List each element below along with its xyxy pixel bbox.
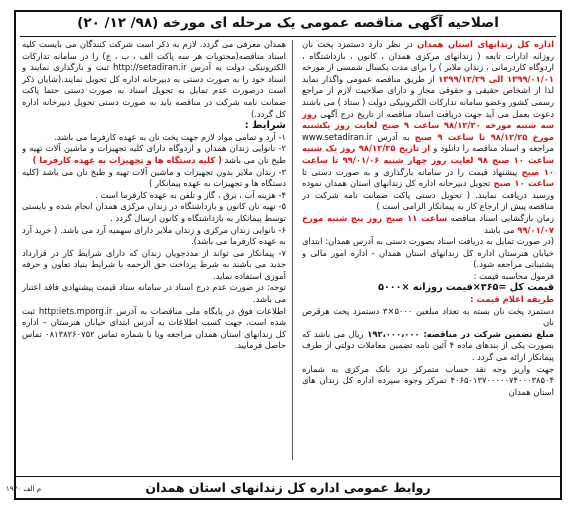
condition-7: ۷- پیمانکار می تواند از مددجویان زندان که دارای شرایط کار در قرارداد جدید می باشند به شرط پرداخت حق الزحمه با شرایط بنیاد تعاون و حرفه آموزی استفاده نماید. — [22, 247, 286, 281]
guarantee-tail: ریال می باشد که بصورت یکی از بندهای ماده ۴ آئین نامه تضمین معاملات دولتی از طرف پیمانکار ارائه می گردد . — [302, 328, 554, 363]
intro-text-4: پیشنهاد قیمت را در سامانه بارگذاری و به صورت دستی تا — [302, 166, 522, 177]
price-method-title: طریقه اعلام قیمت : — [470, 294, 554, 305]
condition-1: ۱- آرد و تمامی مواد لازم جهت پخت نان به عهده کارفرما می باشد. — [54, 131, 286, 142]
title-divider — [20, 36, 556, 37]
guarantee-paragraph — [302, 329, 554, 364]
intro-text-2: از طریق مناقصه عمومی واگذار نماید لذا از اشخاص حقیقی و حقوقی مجاز و دارای صلاحیت لازم از مراجع رسمی کشور وعضو سامانه تدارکات الکترونیکی دولت ( ستاد ) می باشند دعوت بعمل می آید جهت دریافت اسناد مناقصه از تاریخ درج آگهی — [302, 73, 554, 119]
opening-tail: می باشد — [484, 224, 518, 235]
ad-code: م الف ۱۹۷۰ — [6, 485, 42, 493]
condition-2-highlight: ( کلیه دستگاه ها و تجهیزات به عهده کارفرما ) — [32, 154, 222, 165]
column-divider — [292, 40, 293, 460]
intro-text-3: به آدرس www.setadiran.ir مراجعه و اسناد مناقصه را دانلود و — [302, 131, 554, 154]
condition-note: توجه: در صورت عدم درج اسناد در سامانه ستاد قیمت پیشنهادی فاقد اعتبار می باشد. — [22, 282, 286, 305]
condition-3: ۳- زندان ملایر بدون تجهیزات و ماشین آلات تهیه و طبخ نان می باشد (کلیه دستگاه ها و تجهیزات به عهده پیمانکار ) — [22, 166, 286, 189]
intro-text-5: تحویل دبیرخانه اداره کل زندانهای استان همدان نموده ورسید دریافت نمایند. ( تحویل دستی پاکت ضمانت نامه شرکت در مناقصه پیش از ارجاع کار به پیمانکار الزامی است ) — [302, 178, 554, 212]
condition-6: ۶- نانوایی زندان مرکزی و زندان ملایر دارای سهمیه آرد می باشد. ( خرید آرد به عهده کارفرما می باشد). — [22, 224, 286, 247]
cash-deposit-info: جهت واریز وجه نقد حساب متمرکز نزد بانک مرکزی به شماره ۴۰۶۵۰۱۳۷۰۰۰۰۰۷۴۰۰۰۳۸۵۰۴ تمرکز وجوه سپرده اداره کل زندان های استان همدان — [302, 363, 554, 397]
condition-4: ۴- هزینه آب ، برق ، گاز و تلفن به عهده کارفرما است . — [95, 189, 286, 200]
formula-title: فرمول محاسبه قیمت : — [473, 270, 554, 281]
public-relations-footer: روابط عمومی اداره کل زندانهای استان همدان — [16, 476, 560, 498]
submission-window: از تاریخ ۹۸/۱۲/۲۵ روز یک شنبه ساعت ۱۰ صبح ۹۸ لغایت روز چهار شنبه ۹۹/۰۱/۰۶ تا ساعت ۱۰ صبح — [302, 143, 554, 177]
price-method: دستمزد پخت نان بسته به تعداد مبلغین ۵۰۰۰×۳ دستمزد پخت هرقرص نان — [302, 305, 554, 328]
guarantee-amount: ۱۹۲،۰۰۰،۰۰۰ — [363, 328, 424, 339]
opening-lead: زمان بازگشایی اسناد مناقصه — [447, 212, 554, 223]
right-column — [302, 39, 554, 461]
document-deadline: روز سه شنبه مورخه ۹۸/۱۲/۲۰ ساعت ۹ صبح لغایت روز یکشنبه مورخ ۹۸/۱۲/۲۵ تا ساعت ۹ صبح — [302, 108, 554, 142]
submission-instructions: همدان معرفی می گردد. لازم به ذکر است شرکت کنندگان می بایست کلیه اسناد مناقصه(محتویات هر سه پاکت الف ، ب ، ج) را در سامانه تدارکات الکترونیکی دولت به آدرس http://setadiran.ir ثبت و بارگذاری نمایند و اسناد خود را به صورت دستی به دبیرخانه اداره کل تحویل نمایند.(شایان ذکر است درصورت عدم تمایل به تحویل اسناد به صورت دستی حتما پاکت ضمانت نامه شرکت در مناقصه باید به صورت دستی تحویل دبیرخانه اداره کل گردد.) — [22, 39, 286, 119]
price-formula: قیمت کل =۳۶۵×قیمت روزانه ×۵۰۰۰ — [378, 282, 554, 294]
left-column — [22, 39, 286, 461]
ad-frame — [14, 10, 562, 500]
condition-2-text: ۲- نانوایی زندان همدان و اردوگاه دارای کلیه تجهیزات و ماشین آلات تهیه و طبخ نان می باشد — [22, 143, 286, 165]
condition-2 — [22, 143, 286, 166]
opening-time — [302, 213, 554, 236]
manual-pickup-note: (در صورت تمایل به دریافت اسناد بصورت دستی به آدرس همدان: ابتدای خیابان هنرستان اداره کل زندانهای استان همدان - اداره امور مالی و پشتیبانی مراجعه شود.) — [302, 236, 554, 270]
guarantee-lead: مبلغ تضمین شرکت در مناقصه: — [423, 328, 554, 339]
org-name: اداره کل زندانهای استان همدان — [417, 39, 554, 49]
contract-dates: ۱۳۹۹/۰۱/۰۱ الی ۱۳۹۹/۱۲/۲۹ — [438, 73, 554, 84]
contact-info: اطلاعات فوق در پایگاه ملی مناقصات به آدرس http:iets.mporg.ir ثبت شده است. جهت کسب اطلاعات به آدرس ابتدای خیابان هنرستان – اداره کل زندانهای استان همدان مراجعه ویا با شماره تماس ۰۸۱۳۸۲۶۰۷۵۲ تماس حاصل فرمایید. — [22, 305, 286, 351]
page-title: اصلاحیه آگهی مناقصه عمومی یک مرحله ای مورخه (۹۸/ ۱۲/ ۲۰) — [77, 15, 499, 31]
conditions-title: شرایط : — [244, 120, 286, 132]
intro-paragraph — [302, 39, 554, 213]
condition-5: ۵- تهیه نان کانون و بازداشتگاه در زندان مرکزی همدان انجام شده و بایستی توسط پیمانکار به بازداشتگاه و کانون ارسال گردد . — [22, 201, 286, 223]
opening-date: ساعت ۱۱ صبح روز پنج شنبه مورخ ۹۹/۰۱/۰۷ — [302, 212, 554, 235]
hand-delivery-time: ساعت ۱۰ صبح — [493, 178, 554, 189]
intro-text-1: در نظر دارد دستمزد پخت نان روزانه ادارات تابعه ( زندانهای مرکزی همدان ، کانون ، بازداشتگاه ، اردوگاه کاردرمانی ، زندان ملایر ) را برای مدت یکسال شمسی از مورخه — [302, 39, 554, 73]
